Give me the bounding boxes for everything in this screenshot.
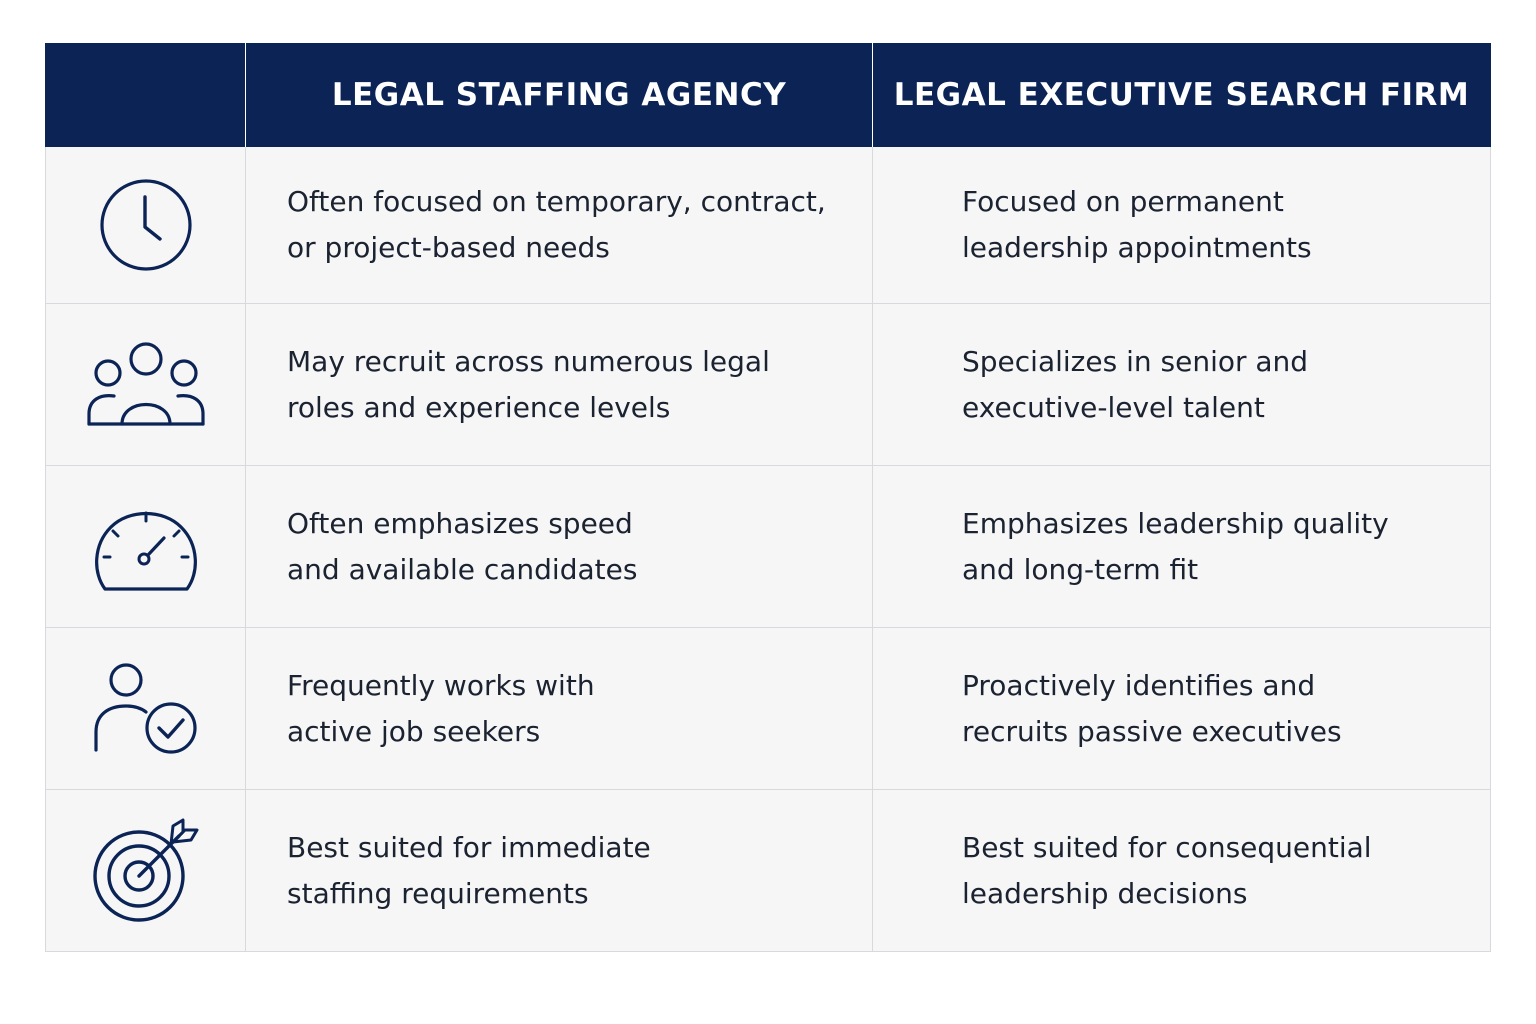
table-header [45,43,1491,147]
cell-text-line: and long-term fit [962,552,1199,586]
staffing-agency-cell [245,304,872,466]
cell-text-line: executive-level talent [962,390,1265,424]
cell-text-line: May recruit across numerous legal [287,344,770,378]
cell-text-line: Frequently works with [287,668,595,702]
icon-cell [45,147,245,304]
cell-text-line: active job seekers [287,714,541,748]
cell-text-line: Often emphasizes speed [287,506,633,540]
executive-search-cell [872,628,1491,790]
user-check-icon [91,662,201,756]
table-row [45,147,1491,304]
cell-text-line: leadership appointments [962,231,1312,264]
speedometer-icon [91,501,201,593]
staffing-agency-cell [245,790,872,952]
cell-text-line: leadership decisions [962,876,1248,910]
cell-text-line: Often focused on temporary, contract, [287,185,826,218]
header-legal-staffing-agency: LEGAL STAFFING AGENCY [245,43,872,147]
group-icon [86,340,206,430]
icon-cell [45,628,245,790]
table-row [45,304,1491,466]
header-legal-executive-search-firm: LEGAL EXECUTIVE SEARCH FIRM [872,43,1491,147]
header-icon-column [45,43,245,147]
cell-text-line: Specializes in senior and [962,344,1309,378]
executive-search-cell [872,790,1491,952]
executive-search-cell [872,466,1491,628]
staffing-agency-cell [245,628,872,790]
executive-search-cell [872,304,1491,466]
cell-text-line: Best suited for immediate [287,830,651,864]
staffing-agency-cell [245,147,872,304]
icon-cell [45,790,245,952]
cell-text-line: and available candidates [287,552,638,586]
cell-text-line: recruits passive executives [962,714,1342,748]
comparison-table [45,43,1491,952]
clock-icon [98,177,194,273]
icon-cell [45,466,245,628]
cell-text-line: Best suited for consequential [962,830,1372,864]
executive-search-cell [872,147,1491,304]
icon-cell [45,304,245,466]
staffing-agency-cell [245,466,872,628]
cell-text-line: Emphasizes leadership quality [962,506,1389,540]
cell-text-line: or project-based needs [287,231,610,264]
cell-text-line: roles and experience levels [287,390,671,424]
cell-text-line: staffing requirements [287,876,589,910]
cell-text-line: Focused on permanent [962,185,1284,218]
table-row [45,790,1491,952]
cell-text-line: Proactively identifies and [962,668,1316,702]
table-row [45,466,1491,628]
table-row [45,628,1491,790]
target-icon [91,818,201,924]
